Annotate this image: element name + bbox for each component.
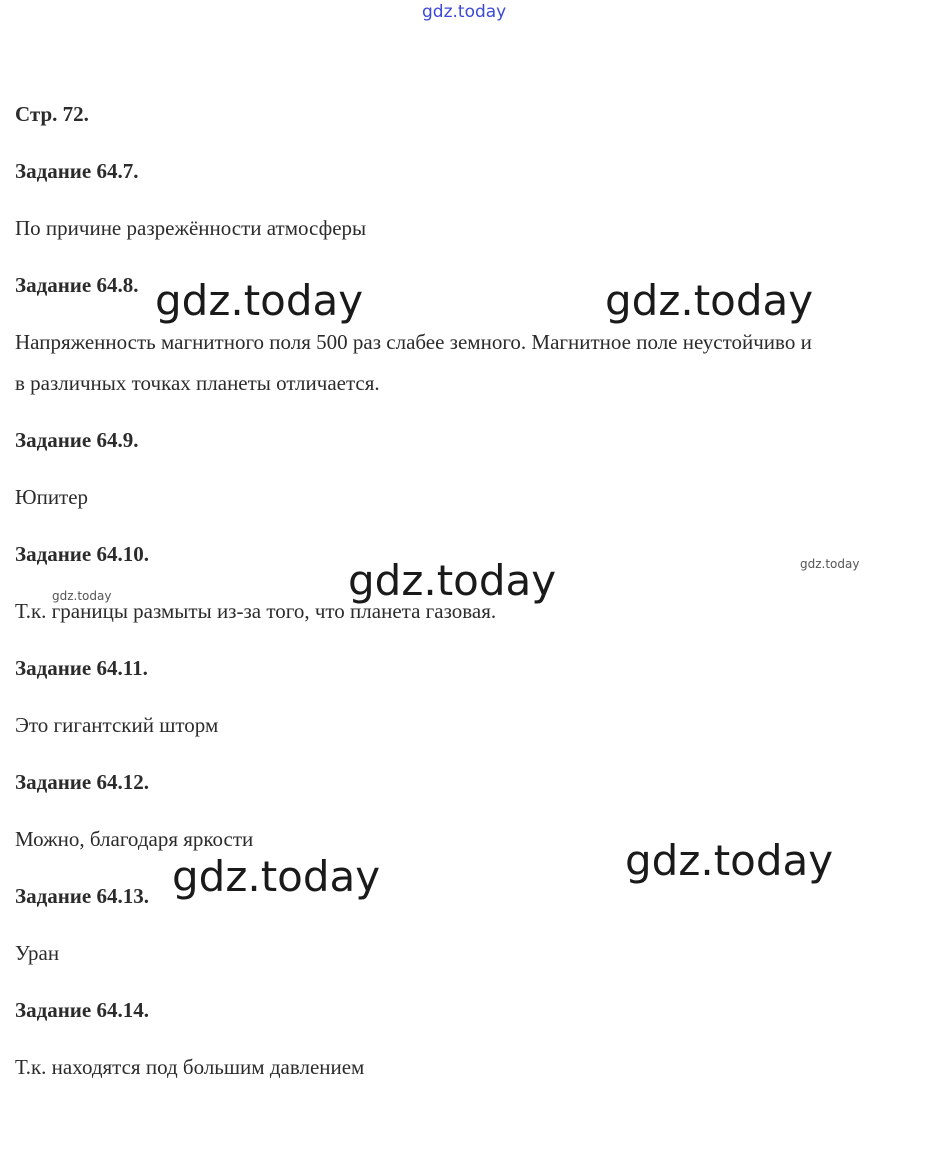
task-answer: Т.к. границы размыты из-за того, что планета газовая. bbox=[15, 599, 497, 623]
task-answer: Напряженность магнитного поля 500 раз слабее земного. Магнитное поле неустойчиво и bbox=[15, 330, 812, 354]
task-answer: Т.к. находятся под большим давлением bbox=[15, 1055, 365, 1079]
task-title: Задание 64.13. bbox=[15, 884, 149, 908]
task-title: Задание 64.12. bbox=[15, 770, 149, 794]
watermark-small: gdz.today bbox=[800, 557, 860, 571]
task-answer: Уран bbox=[15, 941, 60, 965]
task-title: Задание 64.8. bbox=[15, 273, 139, 297]
task-title: Задание 64.9. bbox=[15, 428, 139, 452]
task-answer: Юпитер bbox=[15, 485, 89, 509]
task-answer: Можно, благодаря яркости bbox=[15, 827, 254, 851]
task-answer: По причине разрежённости атмосферы bbox=[15, 216, 367, 240]
task-answer: Это гигантский шторм bbox=[15, 713, 219, 737]
watermark-large: gdz.today bbox=[605, 276, 814, 325]
watermark-large: gdz.today bbox=[348, 556, 557, 605]
task-title: Задание 64.11. bbox=[15, 656, 148, 680]
page-number: Стр. 72. bbox=[15, 102, 89, 126]
task-title: Задание 64.10. bbox=[15, 542, 149, 566]
task-title: Задание 64.7. bbox=[15, 159, 139, 183]
watermark-large: gdz.today bbox=[625, 836, 834, 885]
watermark-large: gdz.today bbox=[172, 852, 381, 901]
task-answer: в различных точках планеты отличается. bbox=[15, 371, 380, 395]
watermark-top: gdz.today bbox=[422, 2, 507, 22]
watermark-large: gdz.today bbox=[155, 276, 364, 325]
task-title: Задание 64.14. bbox=[15, 998, 149, 1022]
watermark-small: gdz.today bbox=[52, 589, 112, 603]
